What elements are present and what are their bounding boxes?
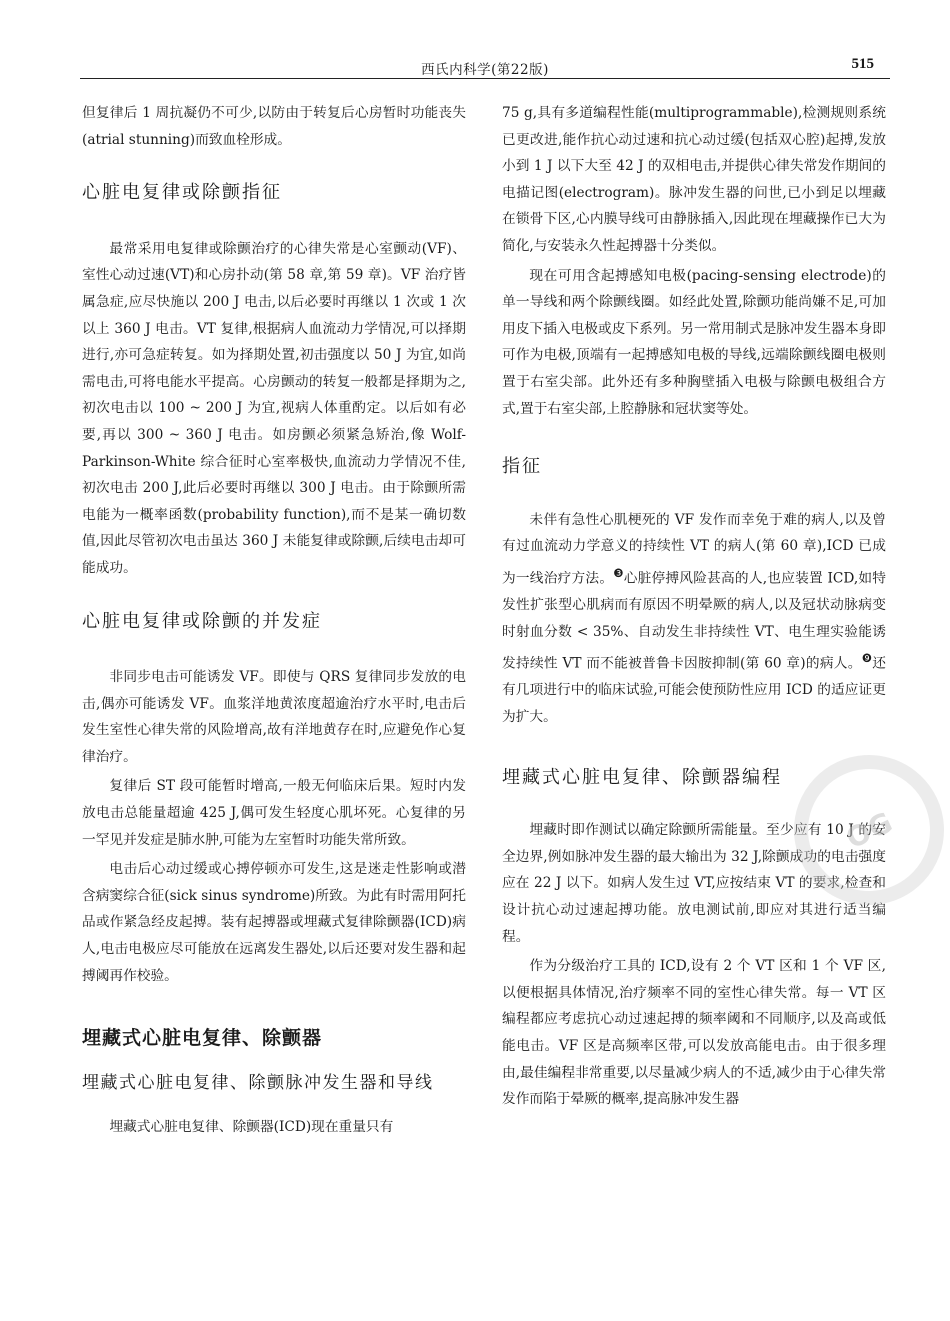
indications-text-a: 未伴有急性心肌梗死的 VF 发作而幸免于难的病人,以及曾有过血流动力学意义的持续性 VT 的病人(第 60 章),ICD 已成为一线治疗方法。 (502, 511, 886, 587)
heading-programming: 埋藏式心脏电复律、除颤器编程 (502, 766, 782, 788)
indications-text-b: 心脏停搏风险甚高的人,也应装置 ICD,如特发性扩张型心肌病而有原因不明晕厥的病人,以及冠状动脉病变时射血分数 < 35%、自动发生非持续性 VT、电生理实验能诱发持续性 VT 而不能被普鲁卡因胺抑制(第 60 章)的病人。 (502, 570, 886, 672)
indications-text-c: 还有几项进行中的临床试验,可能会使预防性应用 ICD 的适应证更为扩大。 (502, 655, 886, 725)
heading-indications: 心脏电复律或除颤指征 (82, 182, 282, 204)
paragraph-generator: 埋藏式心脏电复律、除颤器(ICD)现在重量只有 (109, 1119, 394, 1136)
right-column (502, 100, 886, 1113)
paragraph-programming-2: 作为分级治疗工具的 ICD,设有 2 个 VT 区和 1 个 VF 区,以便根据具体情况,治疗频率不同的室性心律失常。每一 VT 区编程都应考虑抗心动过速起搏的频率阈和不同顺序,以及高或低能电击。VF 区是高频率区带,可以发放高能电击。由于很多理由,最佳编程非常重要,以尽量减少病人的不适,减少由于心律失常发作而陷于晕厥的概率,提高脉冲发生器 (502, 958, 886, 1108)
paragraph-complications-3: 电击后心动过缓或心搏停顿亦可发生,这是迷走性影响或潜含病窦综合征(sick sinus syndrome)所致。为此有时需用阿托品或作紧急经皮起搏。装有起搏器或埋藏式复律除颤器(ICD)病人,电击电极应尽可能放在远离发生器处,以后还要对发生器和起搏阈再作校验。 (82, 861, 466, 984)
paragraph-complications-2: 复律后 ST 段可能暂时增高,一般无何临床后果。短时内发放电击总能量超逾 425 J,偶可发生轻度心肌坏死。心复律的另一罕见并发症是肺水肿,可能为左室暂时功能失常所致。 (82, 778, 466, 848)
paragraph-indications: 最常采用电复律或除颤治疗的心律失常是心室颤动(VF)、室性心动过速(VT)和心房扑动(第 58 章,第 59 章)。VF 治疗皆属急症,应尽快施以 200 J 电击,以后必要时再继以 1 次或 1 次以上 360 J 电击。VT 复律,根据病人血流动力学情况,可以择期进行,亦可急症转复。如为择期处置,初击强度以 50 J 为宜,如尚需电击,可将电能水平提高。心房颤动的转复一般都是择期为之,初次电击以 100 ~ 200 J 为宜,视病人体重酌定。以后如有必要,再以 300 ~ 360 J 电击。如房颤必须紧急矫治,像 Wolf-Parkinson-White 综合征时心室率极快,血流动力学情况不佳,初次电击 200 J,此后必要时再继以 300 J 电击。由于除颤所需电能为一概率函数(probability function),而不是某一确切数值,因此尽管初次电击虽达 360 J 未能复律或除颤,后续电击却可能成功。 (82, 240, 466, 576)
heading-icd: 埋藏式心脏电复律、除颤器 (82, 1027, 323, 1050)
heading-complications: 心脏电复律或除颤的并发症 (82, 610, 322, 632)
heading-icd-indications: 指征 (502, 456, 542, 478)
paragraph-electrodes: 现在可用含起搏感知电极(pacing-sensing electrode)的单一导线和两个除颤线圈。如经此处置,除颤功能尚嫌不足,可加用皮下插入电极或皮下系列。另一常用制式是脉冲发生器本身即可作为电极,顶端有一起搏感知电极的导线,远端除颤线圈电极则置于右室尖部。此外还有多种胸壁插入电极与除颤电极组合方式,置于右室尖部,上腔静脉和冠状窦等处。 (502, 267, 886, 417)
paragraph-continued: 但复律后 1 周抗凝仍不可少,以防由于转复后心房暂时功能丧失(atrial stunning)而致血栓形成。 (82, 105, 466, 148)
paragraph-programming-1: 埋藏时即作测试以确定除颤所需能量。至少应有 10 J 的安全边界,例如脉冲发生器的最大输出为 32 J,除颤成功的电击强度应在 22 J 以下。如病人发生过 VT,应按结束 VT 的要求,检查和设计抗心动过速起搏功能。放电测试前,即应对其进行适当编程。 (502, 822, 886, 945)
running-header (80, 56, 890, 79)
page-number: 515 (851, 56, 874, 72)
paragraph-icd-indications (502, 507, 886, 731)
paragraph-complications-1: 非同步电击可能诱发 VF。即使与 QRS 复律同步发放的电击,偶亦可能诱发 VF。血浆洋地黄浓度超逾治疗水平时,电击后发生室性心律失常的风险增高,故有洋地黄存在时,应避免作心复律治疗。 (82, 669, 466, 765)
watermark-text: OG (840, 805, 898, 855)
paragraph-generator-continued: 75 g,具有多道编程性能(multiprogrammable),检测规则系统已更改进,能作抗心动过速和抗心动过缓(包括双心腔)起搏,发放小到 1 J 以下大至 42 J 的双相电击,并提供心律失常发作期间的电描记图(electrogram)。脉冲发生器的问世,已小到足以埋藏在锁骨下区,心内膜导线可由静脉插入,因此现在埋藏操作已大为简化,与安装永久性起搏器十分类似。 (502, 105, 886, 254)
heading-generator-leads: 埋藏式心脏电复律、除颤脉冲发生器和导线 (82, 1072, 434, 1093)
reference-marker: ❾ (861, 651, 873, 666)
left-column (82, 100, 466, 1141)
book-title: 西氏内科学(第22版) (421, 62, 549, 78)
reference-marker: ❸ (613, 565, 624, 580)
